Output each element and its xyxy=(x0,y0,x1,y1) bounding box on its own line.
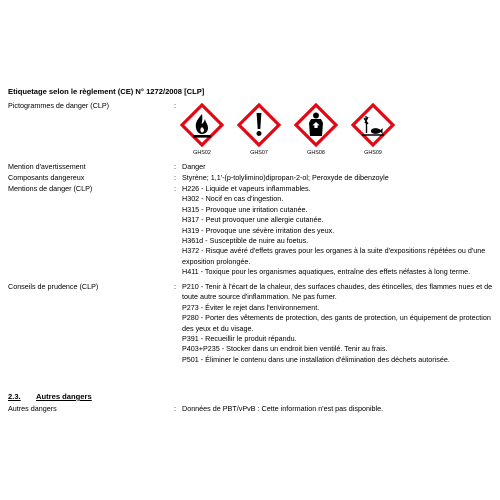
hazard-statement: H319 - Provoque une sévère irritation des yeux. xyxy=(182,225,335,235)
environment-icon xyxy=(351,103,395,147)
pictogram-code: GHS07 xyxy=(250,150,268,156)
signal-word-colon: : xyxy=(174,162,176,171)
pictograms-label: Pictogrammes de danger (CLP) xyxy=(8,101,110,110)
other-hazards-colon: : xyxy=(174,404,176,413)
hazard-statement: H226 - Liquide et vapeurs inflammables. xyxy=(182,184,311,193)
hazard-statement: H317 - Peut provoquer une allergie cutanée. xyxy=(182,215,324,225)
precautionary-statement: P391 - Recueillir le produit répandu. xyxy=(182,334,297,344)
hazard-statement: H372 - Risque avéré d'effets graves pour les organes à la suite d'expositions répétées ou d'une exposition prolongée. xyxy=(182,246,486,266)
pictogram-ghs09 xyxy=(351,103,395,159)
flame-icon xyxy=(180,103,224,147)
pictogram-code: GHS02 xyxy=(193,150,211,156)
hazard-statements-colon: : xyxy=(174,184,176,193)
hazard-statements-list xyxy=(182,184,494,278)
precautionary-statement: P501 - Éliminer le contenu dans une installation d'élimination des déchets autorisée. xyxy=(182,354,450,364)
pictogram-code: GHS09 xyxy=(364,150,382,156)
hazard-statements-label: Mentions de danger (CLP) xyxy=(8,184,93,193)
hazard-statement: H302 - Nocif en cas d'ingestion. xyxy=(182,194,284,204)
precautionary-statement: P210 - Tenir à l'écart de la chaleur, des surfaces chaudes, des étincelles, des flammes nues et de toute autre source d'inflammation. Ne pas fumer. xyxy=(182,282,493,302)
pictograms-colon: : xyxy=(174,101,176,110)
other-hazards-value: Données de PBT/vPvB : Cette information n'est pas disponible. xyxy=(182,404,384,413)
hazardous-components-label: Composants dangereux xyxy=(8,173,85,182)
hazard-statement: H361d - Susceptible de nuire au foetus. xyxy=(182,236,309,246)
health-hazard-icon xyxy=(294,103,338,147)
precautionary-statement: P403+P235 - Stocker dans un endroit bien ventilé. Tenir au frais. xyxy=(182,344,388,354)
other-hazards-label: Autres dangers xyxy=(8,404,57,413)
signal-word-value: Danger xyxy=(182,162,206,171)
precautionary-statement: P280 - Porter des vêtements de protection, des gants de protection, un équipement de protection des yeux et du visage. xyxy=(182,313,491,333)
pictogram-ghs02 xyxy=(180,103,224,159)
signal-word-label: Mention d'avertissement xyxy=(8,162,86,171)
section-heading xyxy=(8,392,92,401)
pictogram-list xyxy=(180,103,420,159)
precautionary-statement: P273 - Éviter le rejet dans l'environnement. xyxy=(182,302,320,312)
section-heading-title: Autres dangers xyxy=(36,392,92,401)
pictogram-code: GHS08 xyxy=(307,150,325,156)
pictogram-ghs08 xyxy=(294,103,338,159)
pictogram-ghs07 xyxy=(237,103,281,159)
exclamation-mark-icon xyxy=(237,103,281,147)
hazard-statement: H315 - Provoque une irritation cutanée. xyxy=(182,204,308,214)
hazard-statement: H411 - Toxique pour les organismes aquatiques, entraîne des effets néfastes à long terme. xyxy=(182,267,471,277)
precautionary-statements-list xyxy=(182,282,494,365)
hazardous-components-value: Styrène; 1,1'-(p-tolylimino)dipropan-2-ol; Peroxyde de dibenzoyle xyxy=(182,173,389,182)
precautionary-statements-colon: : xyxy=(174,282,176,291)
section-title: Etiquetage selon le règlement (CE) N° 1272/2008 [CLP] xyxy=(8,87,205,96)
hazardous-components-colon: : xyxy=(174,173,176,182)
section-number: 2.3. xyxy=(8,392,21,401)
precautionary-statements-label: Conseils de prudence (CLP) xyxy=(8,282,99,291)
